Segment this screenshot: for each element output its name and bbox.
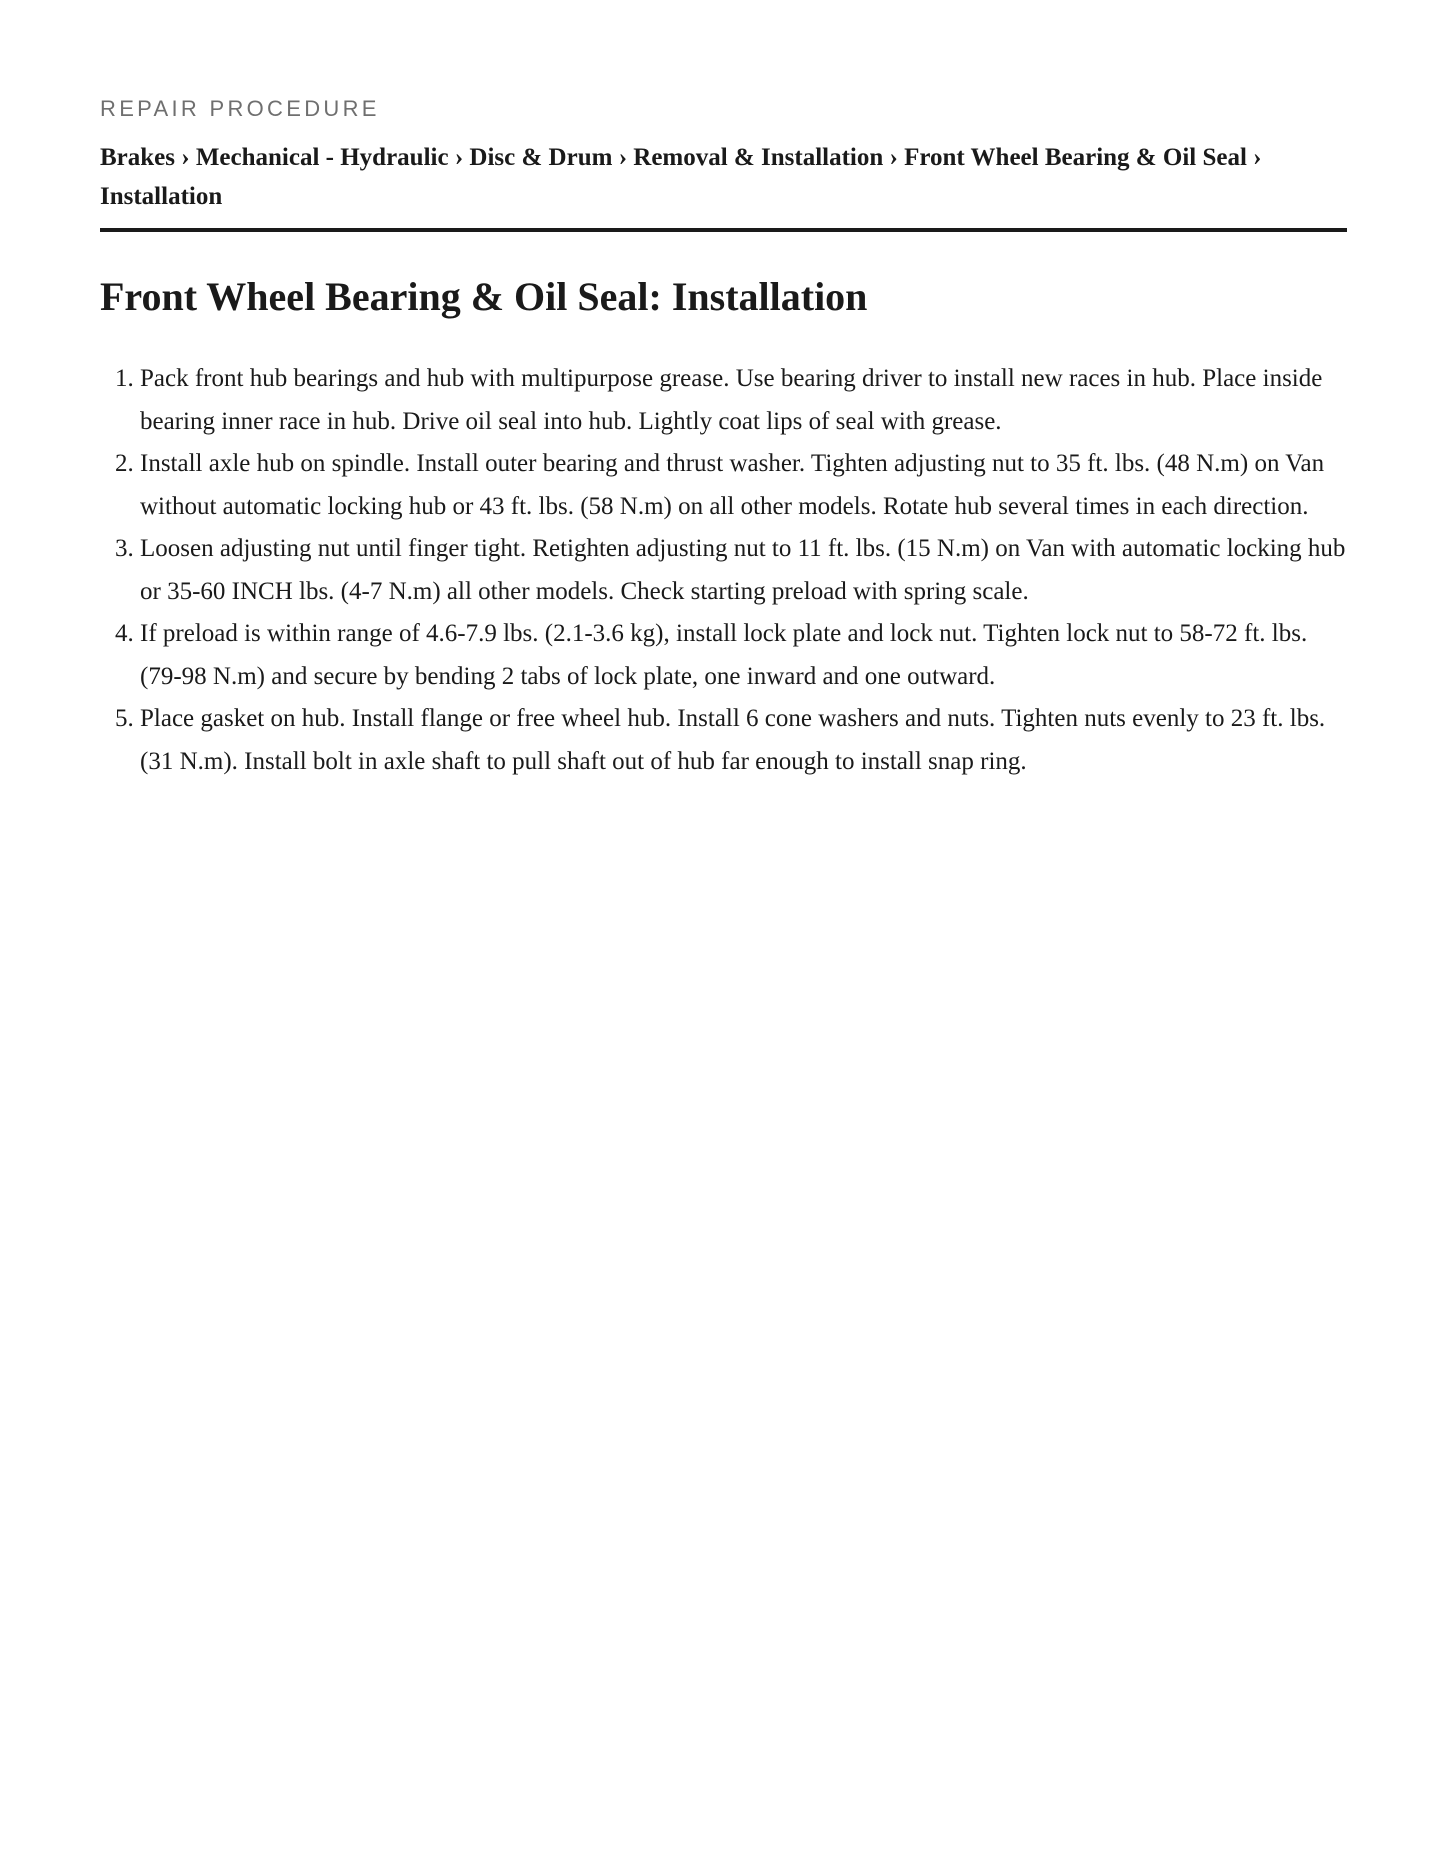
breadcrumb-item[interactable]: Mechanical - Hydraulic [195, 144, 449, 171]
breadcrumb-separator: › [181, 144, 196, 171]
breadcrumb-item[interactable]: Disc & Drum [469, 144, 613, 171]
procedure-step: 5. Place gasket on hub. Install flange or free wheel hub. Install 6 cone washers and nuts. Tighten nuts evenly to 23 ft. lbs. (31 N.m). Install bolt in axle shaft to pull shaft out of hub far enough to install snap ring. [140, 698, 1347, 783]
breadcrumb-item[interactable]: Brakes [100, 144, 175, 171]
breadcrumb-separator: › [1253, 144, 1262, 171]
procedure-step: 3. Loosen adjusting nut until finger tight. Retighten adjusting nut to 11 ft. lbs. (15 N.m) on Van with automatic locking hub or 35-60 INCH lbs. (4-7 N.m) all other models. Check starting preload with spring scale. [140, 528, 1347, 613]
breadcrumb-separator: › [618, 144, 634, 171]
procedure-step: 1. Pack front hub bearings and hub with multipurpose grease. Use bearing driver to install new races in hub. Place inside bearing inner race in hub. Drive oil seal into hub. Lightly coat lips of seal with grease. [140, 358, 1347, 443]
section-kicker: REPAIR PROCEDURE [100, 96, 380, 121]
breadcrumb-separator: › [454, 144, 470, 171]
document-page [100, 0, 1347, 783]
breadcrumb-current: Installation [100, 183, 223, 210]
procedure-step: 2. Install axle hub on spindle. Install outer bearing and thrust washer. Tighten adjusting nut to 35 ft. lbs. (48 N.m) on Van without automatic locking hub or 43 ft. lbs. (58 N.m) on all other models. Rotate hub several times in each direction. [140, 443, 1347, 528]
procedure-steps [100, 358, 1347, 783]
page-title: Front Wheel Bearing & Oil Seal: Installation [100, 274, 868, 319]
breadcrumb-item[interactable]: Removal & Installation [633, 144, 884, 171]
breadcrumb [100, 138, 1347, 232]
procedure-step: 4. If preload is within range of 4.6-7.9 lbs. (2.1-3.6 kg), install lock plate and lock nut. Tighten lock nut to 58-72 ft. lbs. (79-98 N.m) and secure by bending 2 tabs of lock plate, one inward and one outward. [140, 613, 1347, 698]
breadcrumb-separator: › [889, 144, 905, 171]
breadcrumb-item[interactable]: Front Wheel Bearing & Oil Seal [904, 144, 1247, 171]
